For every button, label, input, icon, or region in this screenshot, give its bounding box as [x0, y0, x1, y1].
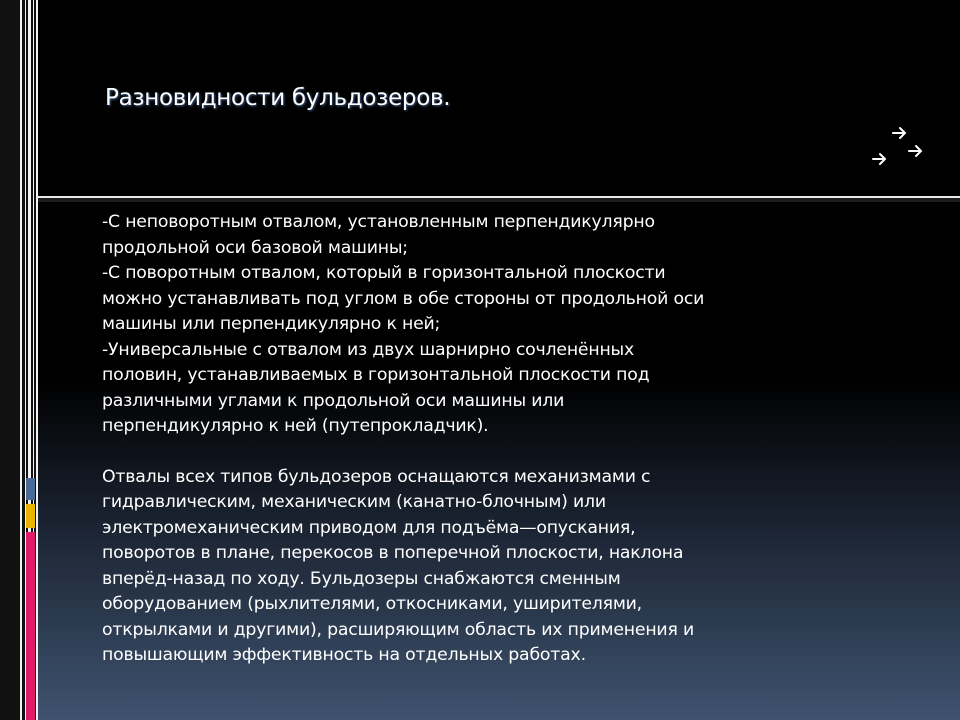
list-line: -Универсальные с отвалом из двух шарнирно сочленённых	[102, 339, 635, 360]
slide-title: Разновидности бульдозеров.	[105, 85, 451, 111]
accent-bar-pink	[26, 532, 35, 720]
vertical-line	[20, 0, 22, 720]
list-line: -С неповоротным отвалом, установленным перпендикулярно	[102, 212, 655, 232]
paragraph-line: поворотов в плане, перекосов в поперечной плоскости, наклона	[102, 543, 684, 563]
arrow-cluster	[868, 120, 928, 170]
accent-bar-yellow	[26, 504, 35, 528]
slide-body	[102, 210, 802, 669]
list-line: половин, устанавливаемых в горизонтальной плоскости под	[102, 365, 650, 385]
paragraph-line: повышающим эффективность на отдельных работах.	[102, 645, 586, 665]
paragraph-gap	[102, 440, 802, 465]
arrow-right-icon	[908, 144, 924, 158]
paragraph-line: открылками и другими), расширяющим область их применения и	[102, 619, 694, 640]
list-line: машины или перпендикулярно к ней;	[102, 314, 441, 334]
accent-bar-blue	[26, 478, 35, 500]
paragraph-line: вперёд-назад по ходу. Бульдозеры снабжаются сменным	[102, 568, 621, 589]
bulldozer-types-list	[102, 210, 802, 440]
list-line: -С поворотным отвалом, который в горизонтальной плоскости	[102, 263, 666, 283]
paragraph-line: гидравлическим, механическим (канатно-блочным) или	[102, 492, 606, 512]
list-line: различными углами к продольной оси машины или	[102, 390, 565, 411]
arrow-right-icon	[872, 152, 888, 166]
paragraph-line: электромеханическим приводом для подъёма—опускания,	[102, 517, 636, 538]
title-divider-shade	[38, 198, 960, 202]
list-line: продольной оси базовой машины;	[102, 237, 408, 258]
list-line: перпендикулярно к ней (путепрокладчик).	[102, 416, 489, 436]
list-line: можно устанавливать под углом в обе стороны от продольной оси	[102, 288, 705, 309]
paragraph-line: Отвалы всех типов бульдозеров оснащаются механизмами с	[102, 466, 651, 487]
paragraph-line: оборудованием (рыхлителями, откосниками, уширителями,	[102, 594, 642, 614]
blade-mechanisms-paragraph	[102, 465, 802, 669]
arrow-right-icon	[892, 126, 908, 140]
